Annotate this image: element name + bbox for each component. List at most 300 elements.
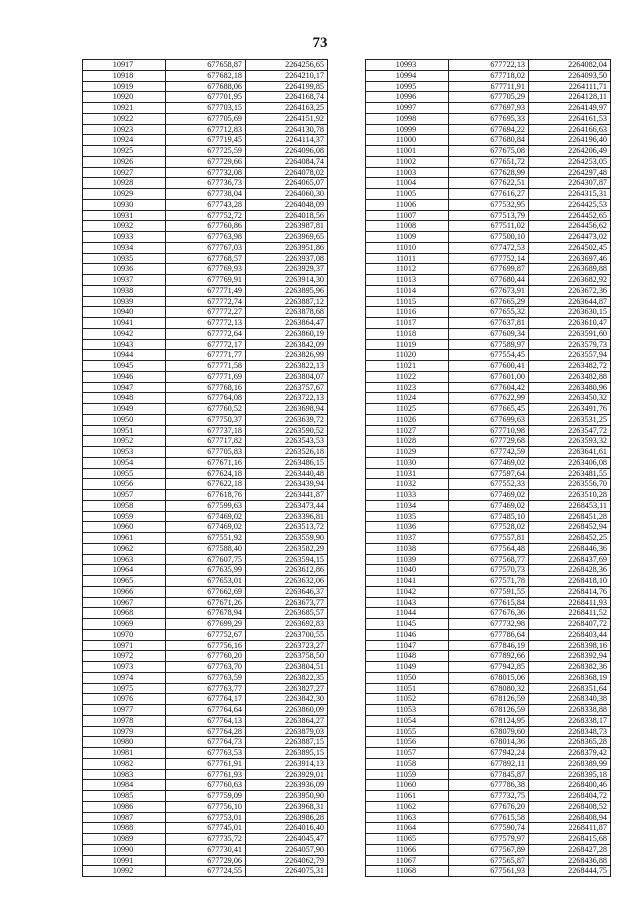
table-row xyxy=(366,651,611,662)
table-row xyxy=(366,447,611,458)
table-row xyxy=(366,705,611,716)
x-coordinate-cell: 677761,91 xyxy=(166,758,246,769)
point-number-cell: 11017 xyxy=(366,318,449,329)
x-coordinate-cell: 677767,03 xyxy=(166,242,246,253)
point-number-cell: 10969 xyxy=(83,619,166,630)
point-number-cell: 11059 xyxy=(366,769,449,780)
table-row xyxy=(366,834,611,845)
y-coordinate-cell: 2268338,17 xyxy=(529,715,611,726)
y-coordinate-cell: 2263826,99 xyxy=(246,350,328,361)
point-number-cell: 11029 xyxy=(366,447,449,458)
point-number-cell: 10964 xyxy=(83,565,166,576)
x-coordinate-cell: 678079,60 xyxy=(449,726,529,737)
table-row xyxy=(83,103,328,114)
table-row xyxy=(83,500,328,511)
x-coordinate-cell: 677764,13 xyxy=(166,715,246,726)
y-coordinate-cell: 2264149,97 xyxy=(529,103,611,114)
point-number-cell: 11004 xyxy=(366,178,449,189)
point-number-cell: 11056 xyxy=(366,737,449,748)
x-coordinate-cell: 677676,20 xyxy=(449,801,529,812)
x-coordinate-cell: 677742,59 xyxy=(449,447,529,458)
y-coordinate-cell: 2268411,87 xyxy=(529,823,611,834)
y-coordinate-cell: 2264018,56 xyxy=(246,210,328,221)
table-row xyxy=(83,178,328,189)
point-number-cell: 10977 xyxy=(83,705,166,716)
point-number-cell: 10962 xyxy=(83,543,166,554)
table-row xyxy=(366,812,611,823)
point-number-cell: 10994 xyxy=(366,70,449,81)
table-row xyxy=(83,275,328,286)
x-coordinate-cell: 677609,34 xyxy=(449,328,529,339)
point-number-cell: 10997 xyxy=(366,103,449,114)
x-coordinate-cell: 677763,70 xyxy=(166,662,246,673)
table-row xyxy=(366,629,611,640)
y-coordinate-cell: 2263895,15 xyxy=(246,748,328,759)
x-coordinate-cell: 677688,06 xyxy=(166,81,246,92)
table-row xyxy=(366,436,611,447)
y-coordinate-cell: 2268427,28 xyxy=(529,844,611,855)
x-coordinate-cell: 677752,72 xyxy=(166,210,246,221)
point-number-cell: 11006 xyxy=(366,199,449,210)
point-number-cell: 10950 xyxy=(83,414,166,425)
point-number-cell: 10963 xyxy=(83,554,166,565)
point-number-cell: 10920 xyxy=(83,92,166,103)
y-coordinate-cell: 2264166,63 xyxy=(529,124,611,135)
x-coordinate-cell: 677607,75 xyxy=(166,554,246,565)
y-coordinate-cell: 2264253,05 xyxy=(529,156,611,167)
y-coordinate-cell: 2263440,48 xyxy=(246,468,328,479)
point-number-cell: 10957 xyxy=(83,490,166,501)
y-coordinate-cell: 2263406,08 xyxy=(529,457,611,468)
table-row xyxy=(366,70,611,81)
table-row xyxy=(366,232,611,243)
x-coordinate-cell: 677763,59 xyxy=(166,672,246,683)
x-coordinate-cell: 677591,55 xyxy=(449,586,529,597)
table-row xyxy=(366,103,611,114)
table-row xyxy=(366,275,611,286)
point-number-cell: 11033 xyxy=(366,490,449,501)
table-row xyxy=(83,490,328,501)
x-coordinate-cell: 677768,57 xyxy=(166,253,246,264)
y-coordinate-cell: 2264161,53 xyxy=(529,113,611,124)
y-coordinate-cell: 2263987,81 xyxy=(246,221,328,232)
y-coordinate-cell: 2263822,13 xyxy=(246,361,328,372)
x-coordinate-cell: 677725,59 xyxy=(166,146,246,157)
table-row xyxy=(83,694,328,705)
x-coordinate-cell: 677772,27 xyxy=(166,307,246,318)
y-coordinate-cell: 2263842,09 xyxy=(246,339,328,350)
point-number-cell: 11005 xyxy=(366,189,449,200)
point-number-cell: 10958 xyxy=(83,500,166,511)
y-coordinate-cell: 2268452,94 xyxy=(529,522,611,533)
y-coordinate-cell: 2268338,88 xyxy=(529,705,611,716)
table-row xyxy=(83,307,328,318)
point-number-cell: 11060 xyxy=(366,780,449,791)
x-coordinate-cell: 678124,95 xyxy=(449,715,529,726)
y-coordinate-cell: 2263486,15 xyxy=(246,457,328,468)
x-coordinate-cell: 677732,08 xyxy=(166,167,246,178)
x-coordinate-cell: 677561,93 xyxy=(449,866,529,877)
point-number-cell: 10947 xyxy=(83,382,166,393)
point-number-cell: 10925 xyxy=(83,146,166,157)
x-coordinate-cell: 677680,44 xyxy=(449,275,529,286)
table-row xyxy=(83,608,328,619)
y-coordinate-cell: 2268418,10 xyxy=(529,576,611,587)
x-coordinate-cell: 677763,53 xyxy=(166,748,246,759)
point-number-cell: 10923 xyxy=(83,124,166,135)
point-number-cell: 11045 xyxy=(366,619,449,630)
table-row xyxy=(83,683,328,694)
y-coordinate-cell: 2263482,88 xyxy=(529,371,611,382)
point-number-cell: 10982 xyxy=(83,758,166,769)
y-coordinate-cell: 2264425,53 xyxy=(529,199,611,210)
y-coordinate-cell: 2263543,53 xyxy=(246,436,328,447)
x-coordinate-cell: 677622,99 xyxy=(449,393,529,404)
table-row xyxy=(83,554,328,565)
x-coordinate-cell: 677763,98 xyxy=(166,232,246,243)
x-coordinate-cell: 677469,02 xyxy=(449,490,529,501)
y-coordinate-cell: 2268379,42 xyxy=(529,748,611,759)
point-number-cell: 11030 xyxy=(366,457,449,468)
point-number-cell: 10966 xyxy=(83,586,166,597)
table-row xyxy=(83,662,328,673)
x-coordinate-cell: 677764,28 xyxy=(166,726,246,737)
table-row xyxy=(366,855,611,866)
x-coordinate-cell: 677764,17 xyxy=(166,694,246,705)
point-number-cell: 10967 xyxy=(83,597,166,608)
y-coordinate-cell: 2263950,90 xyxy=(246,791,328,802)
x-coordinate-cell: 677703,15 xyxy=(166,103,246,114)
y-coordinate-cell: 2268351,64 xyxy=(529,683,611,694)
table-row xyxy=(83,812,328,823)
table-row xyxy=(83,834,328,845)
x-coordinate-cell: 677665,45 xyxy=(449,404,529,415)
y-coordinate-cell: 2263722,13 xyxy=(246,393,328,404)
y-coordinate-cell: 2263510,28 xyxy=(529,490,611,501)
table-row xyxy=(366,350,611,361)
point-number-cell: 10942 xyxy=(83,328,166,339)
table-row xyxy=(83,823,328,834)
y-coordinate-cell: 2263697,46 xyxy=(529,253,611,264)
y-coordinate-cell: 2264502,45 xyxy=(529,242,611,253)
x-coordinate-cell: 677942,24 xyxy=(449,748,529,759)
point-number-cell: 10983 xyxy=(83,769,166,780)
x-coordinate-cell: 677469,02 xyxy=(449,500,529,511)
y-coordinate-cell: 2268436,88 xyxy=(529,855,611,866)
x-coordinate-cell: 677771,77 xyxy=(166,350,246,361)
y-coordinate-cell: 2263513,72 xyxy=(246,522,328,533)
point-number-cell: 10921 xyxy=(83,103,166,114)
x-coordinate-cell: 677764,64 xyxy=(166,705,246,716)
table-row xyxy=(83,70,328,81)
x-coordinate-cell: 677485,10 xyxy=(449,511,529,522)
coordinates-table-right xyxy=(365,59,611,877)
table-row xyxy=(366,748,611,759)
point-number-cell: 11046 xyxy=(366,629,449,640)
table-row xyxy=(83,457,328,468)
point-number-cell: 10953 xyxy=(83,447,166,458)
point-number-cell: 11051 xyxy=(366,683,449,694)
x-coordinate-cell: 677711,91 xyxy=(449,81,529,92)
point-number-cell: 11023 xyxy=(366,382,449,393)
point-number-cell: 11049 xyxy=(366,662,449,673)
table-row xyxy=(366,253,611,264)
x-coordinate-cell: 677942,85 xyxy=(449,662,529,673)
y-coordinate-cell: 2263860,19 xyxy=(246,328,328,339)
point-number-cell: 11025 xyxy=(366,404,449,415)
y-coordinate-cell: 2263986,28 xyxy=(246,812,328,823)
x-coordinate-cell: 677532,95 xyxy=(449,199,529,210)
x-coordinate-cell: 677699,63 xyxy=(449,414,529,425)
table-row xyxy=(366,543,611,554)
table-row xyxy=(83,468,328,479)
y-coordinate-cell: 2263582,29 xyxy=(246,543,328,554)
y-coordinate-cell: 2263723,27 xyxy=(246,640,328,651)
y-coordinate-cell: 2263860,09 xyxy=(246,705,328,716)
point-number-cell: 11064 xyxy=(366,823,449,834)
y-coordinate-cell: 2268340,38 xyxy=(529,694,611,705)
x-coordinate-cell: 677554,45 xyxy=(449,350,529,361)
x-coordinate-cell: 677552,33 xyxy=(449,479,529,490)
table-row xyxy=(83,586,328,597)
y-coordinate-cell: 2264315,31 xyxy=(529,189,611,200)
table-row xyxy=(83,479,328,490)
x-coordinate-cell: 677616,27 xyxy=(449,189,529,200)
x-coordinate-cell: 677752,14 xyxy=(449,253,529,264)
table-row xyxy=(366,565,611,576)
point-number-cell: 11007 xyxy=(366,210,449,221)
table-row xyxy=(83,522,328,533)
y-coordinate-cell: 2263698,94 xyxy=(246,404,328,415)
y-coordinate-cell: 2263612,86 xyxy=(246,565,328,576)
x-coordinate-cell: 677705,29 xyxy=(449,92,529,103)
y-coordinate-cell: 2263646,37 xyxy=(246,586,328,597)
table-row xyxy=(83,318,328,329)
point-number-cell: 10972 xyxy=(83,651,166,662)
y-coordinate-cell: 2263547,72 xyxy=(529,425,611,436)
x-coordinate-cell: 677701,95 xyxy=(166,92,246,103)
point-number-cell: 10996 xyxy=(366,92,449,103)
x-coordinate-cell: 677760,20 xyxy=(166,651,246,662)
table-row xyxy=(83,597,328,608)
table-row xyxy=(83,576,328,587)
y-coordinate-cell: 2263692,83 xyxy=(246,619,328,630)
x-coordinate-cell: 677772,13 xyxy=(166,318,246,329)
point-number-cell: 10971 xyxy=(83,640,166,651)
x-coordinate-cell: 677653,01 xyxy=(166,576,246,587)
table-row xyxy=(366,715,611,726)
table-row xyxy=(83,232,328,243)
point-number-cell: 10919 xyxy=(83,81,166,92)
point-number-cell: 10970 xyxy=(83,629,166,640)
y-coordinate-cell: 2263672,36 xyxy=(529,285,611,296)
table-row xyxy=(366,479,611,490)
y-coordinate-cell: 2264111,71 xyxy=(529,81,611,92)
table-row xyxy=(83,404,328,415)
point-number-cell: 11035 xyxy=(366,511,449,522)
table-row xyxy=(366,221,611,232)
point-number-cell: 10949 xyxy=(83,404,166,415)
point-number-cell: 11055 xyxy=(366,726,449,737)
table-row xyxy=(83,705,328,716)
x-coordinate-cell: 677676,36 xyxy=(449,608,529,619)
y-coordinate-cell: 2264297,48 xyxy=(529,167,611,178)
point-number-cell: 10989 xyxy=(83,834,166,845)
y-coordinate-cell: 2268404,72 xyxy=(529,791,611,802)
x-coordinate-cell: 677469,02 xyxy=(166,522,246,533)
x-coordinate-cell: 677771,49 xyxy=(166,285,246,296)
table-row xyxy=(83,619,328,630)
point-number-cell: 11053 xyxy=(366,705,449,716)
y-coordinate-cell: 2268389,99 xyxy=(529,758,611,769)
y-coordinate-cell: 2263557,94 xyxy=(529,350,611,361)
table-row xyxy=(366,844,611,855)
x-coordinate-cell: 677750,37 xyxy=(166,414,246,425)
x-coordinate-cell: 677768,16 xyxy=(166,382,246,393)
table-row xyxy=(83,135,328,146)
y-coordinate-cell: 2268365,28 xyxy=(529,737,611,748)
point-number-cell: 11019 xyxy=(366,339,449,350)
y-coordinate-cell: 2264128,11 xyxy=(529,92,611,103)
table-row xyxy=(83,393,328,404)
table-row xyxy=(366,511,611,522)
x-coordinate-cell: 677665,29 xyxy=(449,296,529,307)
table-row xyxy=(366,189,611,200)
point-number-cell: 10999 xyxy=(366,124,449,135)
y-coordinate-cell: 2268408,52 xyxy=(529,801,611,812)
x-coordinate-cell: 677615,84 xyxy=(449,597,529,608)
point-number-cell: 10943 xyxy=(83,339,166,350)
y-coordinate-cell: 2263644,87 xyxy=(529,296,611,307)
y-coordinate-cell: 2268415,68 xyxy=(529,834,611,845)
y-coordinate-cell: 2263491,76 xyxy=(529,404,611,415)
x-coordinate-cell: 677759,09 xyxy=(166,791,246,802)
table-row xyxy=(366,457,611,468)
x-coordinate-cell: 677769,93 xyxy=(166,264,246,275)
y-coordinate-cell: 2263441,87 xyxy=(246,490,328,501)
x-coordinate-cell: 677597,64 xyxy=(449,468,529,479)
y-coordinate-cell: 2263887,12 xyxy=(246,296,328,307)
point-number-cell: 11009 xyxy=(366,232,449,243)
point-number-cell: 10993 xyxy=(366,60,449,71)
x-coordinate-cell: 677671,16 xyxy=(166,457,246,468)
table-row xyxy=(366,801,611,812)
x-coordinate-cell: 677675,08 xyxy=(449,146,529,157)
table-row xyxy=(83,328,328,339)
table-row xyxy=(366,597,611,608)
x-coordinate-cell: 677730,41 xyxy=(166,844,246,855)
table-row xyxy=(366,361,611,372)
x-coordinate-cell: 677705,83 xyxy=(166,447,246,458)
table-row xyxy=(83,146,328,157)
point-number-cell: 10918 xyxy=(83,70,166,81)
x-coordinate-cell: 677756,16 xyxy=(166,640,246,651)
x-coordinate-cell: 677604,42 xyxy=(449,382,529,393)
y-coordinate-cell: 2264473,02 xyxy=(529,232,611,243)
y-coordinate-cell: 2263480,96 xyxy=(529,382,611,393)
x-coordinate-cell: 677743,28 xyxy=(166,199,246,210)
y-coordinate-cell: 2263929,01 xyxy=(246,769,328,780)
y-coordinate-cell: 2263879,03 xyxy=(246,726,328,737)
page-number: 73 xyxy=(312,35,328,51)
x-coordinate-cell: 677662,69 xyxy=(166,586,246,597)
x-coordinate-cell: 677567,89 xyxy=(449,844,529,855)
table-row xyxy=(366,318,611,329)
table-row xyxy=(83,866,328,877)
table-row xyxy=(83,221,328,232)
y-coordinate-cell: 2263630,15 xyxy=(529,307,611,318)
x-coordinate-cell: 677764,73 xyxy=(166,737,246,748)
y-coordinate-cell: 2263864,47 xyxy=(246,318,328,329)
table-row xyxy=(83,425,328,436)
table-row xyxy=(366,339,611,350)
table-row xyxy=(83,253,328,264)
y-coordinate-cell: 2263594,15 xyxy=(246,554,328,565)
x-coordinate-cell: 677729,66 xyxy=(166,156,246,167)
table-row xyxy=(83,242,328,253)
table-row xyxy=(366,490,611,501)
y-coordinate-cell: 2264045,47 xyxy=(246,834,328,845)
x-coordinate-cell: 677624,18 xyxy=(166,468,246,479)
point-number-cell: 11041 xyxy=(366,576,449,587)
y-coordinate-cell: 2264452,65 xyxy=(529,210,611,221)
point-number-cell: 10956 xyxy=(83,479,166,490)
y-coordinate-cell: 2263864,27 xyxy=(246,715,328,726)
x-coordinate-cell: 677772,64 xyxy=(166,328,246,339)
y-coordinate-cell: 2268453,11 xyxy=(529,500,611,511)
y-coordinate-cell: 2263951,86 xyxy=(246,242,328,253)
point-number-cell: 11011 xyxy=(366,253,449,264)
point-number-cell: 10933 xyxy=(83,232,166,243)
x-coordinate-cell: 677764,08 xyxy=(166,393,246,404)
y-coordinate-cell: 2264163,25 xyxy=(246,103,328,114)
x-coordinate-cell: 677671,26 xyxy=(166,597,246,608)
point-number-cell: 10924 xyxy=(83,135,166,146)
x-coordinate-cell: 677763,77 xyxy=(166,683,246,694)
x-coordinate-cell: 677557,81 xyxy=(449,533,529,544)
y-coordinate-cell: 2263827,27 xyxy=(246,683,328,694)
x-coordinate-cell: 677745,01 xyxy=(166,823,246,834)
point-number-cell: 11039 xyxy=(366,554,449,565)
x-coordinate-cell: 677570,73 xyxy=(449,565,529,576)
x-coordinate-cell: 677760,63 xyxy=(166,780,246,791)
point-number-cell: 11026 xyxy=(366,414,449,425)
point-number-cell: 11027 xyxy=(366,425,449,436)
point-number-cell: 11054 xyxy=(366,715,449,726)
table-row xyxy=(83,447,328,458)
x-coordinate-cell: 677722,13 xyxy=(449,60,529,71)
x-coordinate-cell: 677551,92 xyxy=(166,533,246,544)
x-coordinate-cell: 677892,11 xyxy=(449,758,529,769)
point-number-cell: 11036 xyxy=(366,522,449,533)
table-row xyxy=(83,737,328,748)
table-row xyxy=(83,748,328,759)
point-number-cell: 10992 xyxy=(83,866,166,877)
point-number-cell: 11014 xyxy=(366,285,449,296)
y-coordinate-cell: 2263822,35 xyxy=(246,672,328,683)
x-coordinate-cell: 677724,55 xyxy=(166,866,246,877)
point-number-cell: 11063 xyxy=(366,812,449,823)
x-coordinate-cell: 677786,38 xyxy=(449,780,529,791)
y-coordinate-cell: 2263579,73 xyxy=(529,339,611,350)
table-row xyxy=(366,60,611,71)
table-row xyxy=(83,167,328,178)
x-coordinate-cell: 677565,87 xyxy=(449,855,529,866)
x-coordinate-cell: 677729,06 xyxy=(166,855,246,866)
point-number-cell: 10926 xyxy=(83,156,166,167)
x-coordinate-cell: 677760,52 xyxy=(166,404,246,415)
y-coordinate-cell: 2264256,65 xyxy=(246,60,328,71)
